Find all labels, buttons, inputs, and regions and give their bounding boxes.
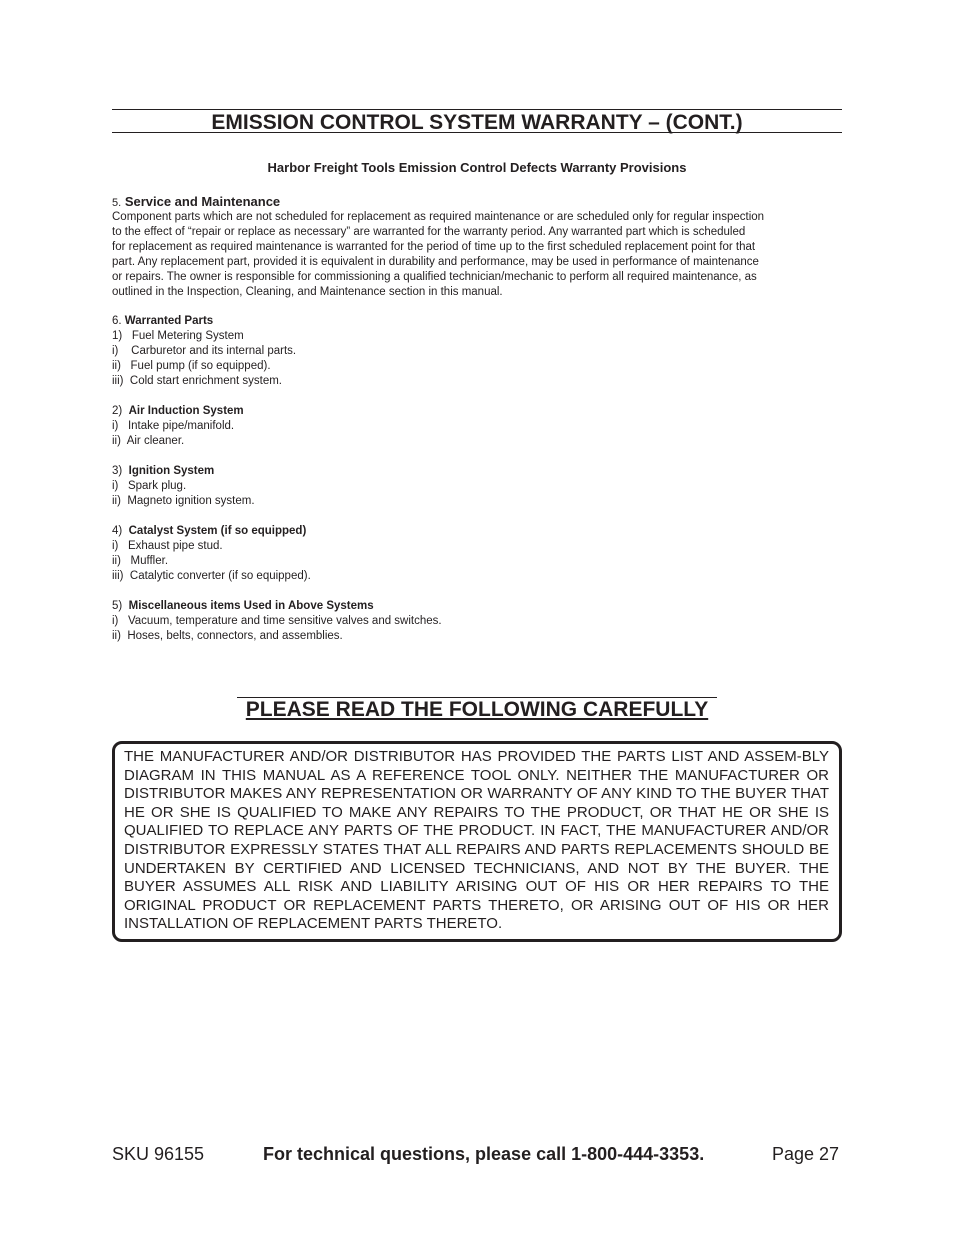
group-number: 4) xyxy=(112,525,123,537)
parts-group-miscellaneous xyxy=(112,599,442,644)
list-item: ii) Fuel pump (if so equipped). xyxy=(112,360,271,372)
notice-text: THE MANUFACTURER AND/OR DISTRIBUTOR HAS PROVIDED THE PARTS LIST AND ASSEM-BLY DIAGRAM IN THIS MANUAL AS A REFERENCE TOOL ONLY. NEITHER THE MANUFACTURER OR DISTRIBUTOR MAKES ANY REPRESENTATION OR WARRANTY OF ANY KIND TO THE BUYER THAT HE OR SHE IS QUALIFIED TO MAKE ANY REPAIRS TO THE PRODUCT, OR THAT HE OR SHE IS QUALIFIED TO REPLACE ANY PARTS OF THE PRODUCT. IN FACT, THE MANUFACTURER AND/OR DISTRIBUTOR EXPRESSLY STATES THAT ALL REPAIRS AND PARTS REPLACEMENTS SHOULD BE UNDERTAKEN BY CERTIFIED AND LICENSED TECHNICIANS, AND NOT BY THE BUYER. THE BUYER ASSUMES ALL RISK AND LIABILITY ARISING OUT OF HIS OR HER REPAIRS TO THE ORIGINAL PRODUCT OR REPLACEMENT PARTS THERETO, OR ARISING OUT OF HIS OR HER INSTALLATION OF REPLACEMENT PARTS THERETO. xyxy=(124,748,829,933)
list-item: ii) Hoses, belts, connectors, and assemblies. xyxy=(112,630,343,642)
footer-technical-contact: For technical questions, please call 1-800-444-3353. xyxy=(263,1144,705,1164)
section-5-number: 5. xyxy=(112,197,122,209)
group-heading xyxy=(112,599,442,614)
group-title: Miscellaneous items Used in Above Systems xyxy=(128,600,374,612)
section-6-title: Warranted Parts xyxy=(124,315,214,327)
group-heading xyxy=(112,524,311,539)
list-item: iii) Cold start enrichment system. xyxy=(112,375,282,387)
list-item: ii) Air cleaner. xyxy=(112,435,185,447)
section-5-line: part. Any replacement part, provided it is equivalent in durability and performance, may be used in performance of maintenance xyxy=(112,256,759,268)
list-item: i) Spark plug. xyxy=(112,480,187,492)
group-title: Catalyst System (if so equipped) xyxy=(128,525,307,537)
parts-group-ignition xyxy=(112,464,255,509)
group-heading xyxy=(112,404,244,419)
section-5-line: Component parts which are not scheduled for replacement as required maintenance or are scheduled only for regular inspection xyxy=(112,211,765,223)
title-rule-top xyxy=(112,109,842,110)
section-5-line: to the effect of “repair or replace as necessary” are warranted for the warranty period. Any warranted part which is scheduled xyxy=(112,226,746,238)
group-title: Ignition System xyxy=(128,465,215,477)
list-item: i) Vacuum, temperature and time sensitive valves and switches. xyxy=(112,615,442,627)
list-item: iii) Catalytic converter (if so equipped). xyxy=(112,570,311,582)
footer-page-number: Page 27 xyxy=(772,1144,840,1164)
section-6-heading xyxy=(112,314,213,329)
parts-group-air-induction xyxy=(112,404,244,449)
list-item: ii) Muffler. xyxy=(112,555,169,567)
group-heading xyxy=(112,329,296,344)
list-item: i) Carburetor and its internal parts. xyxy=(112,345,297,357)
page-title: EMISSION CONTROL SYSTEM WARRANTY – (CONT.) xyxy=(211,111,743,134)
group-heading xyxy=(112,464,255,479)
section-5-title: Service and Maintenance xyxy=(124,194,281,209)
section-6-number: 6. xyxy=(112,315,122,327)
parts-group-fuel-metering xyxy=(112,329,296,389)
footer-sku: SKU 96155 xyxy=(112,1144,205,1164)
parts-group-catalyst xyxy=(112,524,311,584)
title-rule-bottom xyxy=(112,132,842,133)
section-5-line: or repairs. The owner is responsible for commissioning a qualified technician/mechanic to perform all required maintenance, as xyxy=(112,271,757,283)
notice-heading-text: PLEASE READ THE FOLLOWING CAREFULLY xyxy=(245,698,709,721)
group-title: Air Induction System xyxy=(128,405,244,417)
group-number: 2) xyxy=(112,405,123,417)
section-5-line: outlined in the Inspection, Cleaning, and Maintenance section in this manual. xyxy=(112,286,503,298)
list-item: i) Exhaust pipe stud. xyxy=(112,540,223,552)
group-number: 5) xyxy=(112,600,123,612)
list-item: i) Intake pipe/manifold. xyxy=(112,420,235,432)
warranty-provisions-subtitle: Harbor Freight Tools Emission Control Defects Warranty Provisions xyxy=(267,160,687,175)
section-5-line: for replacement as required maintenance is warranted for the period of time up to the first scheduled replacement point for that xyxy=(112,241,756,253)
notice-heading xyxy=(112,698,842,722)
group-number: 1) xyxy=(112,330,123,342)
list-item: ii) Magneto ignition system. xyxy=(112,495,255,507)
section-5-heading xyxy=(112,194,280,211)
group-title: Fuel Metering System xyxy=(131,330,244,342)
section-5-body xyxy=(112,210,764,300)
group-number: 3) xyxy=(112,465,123,477)
